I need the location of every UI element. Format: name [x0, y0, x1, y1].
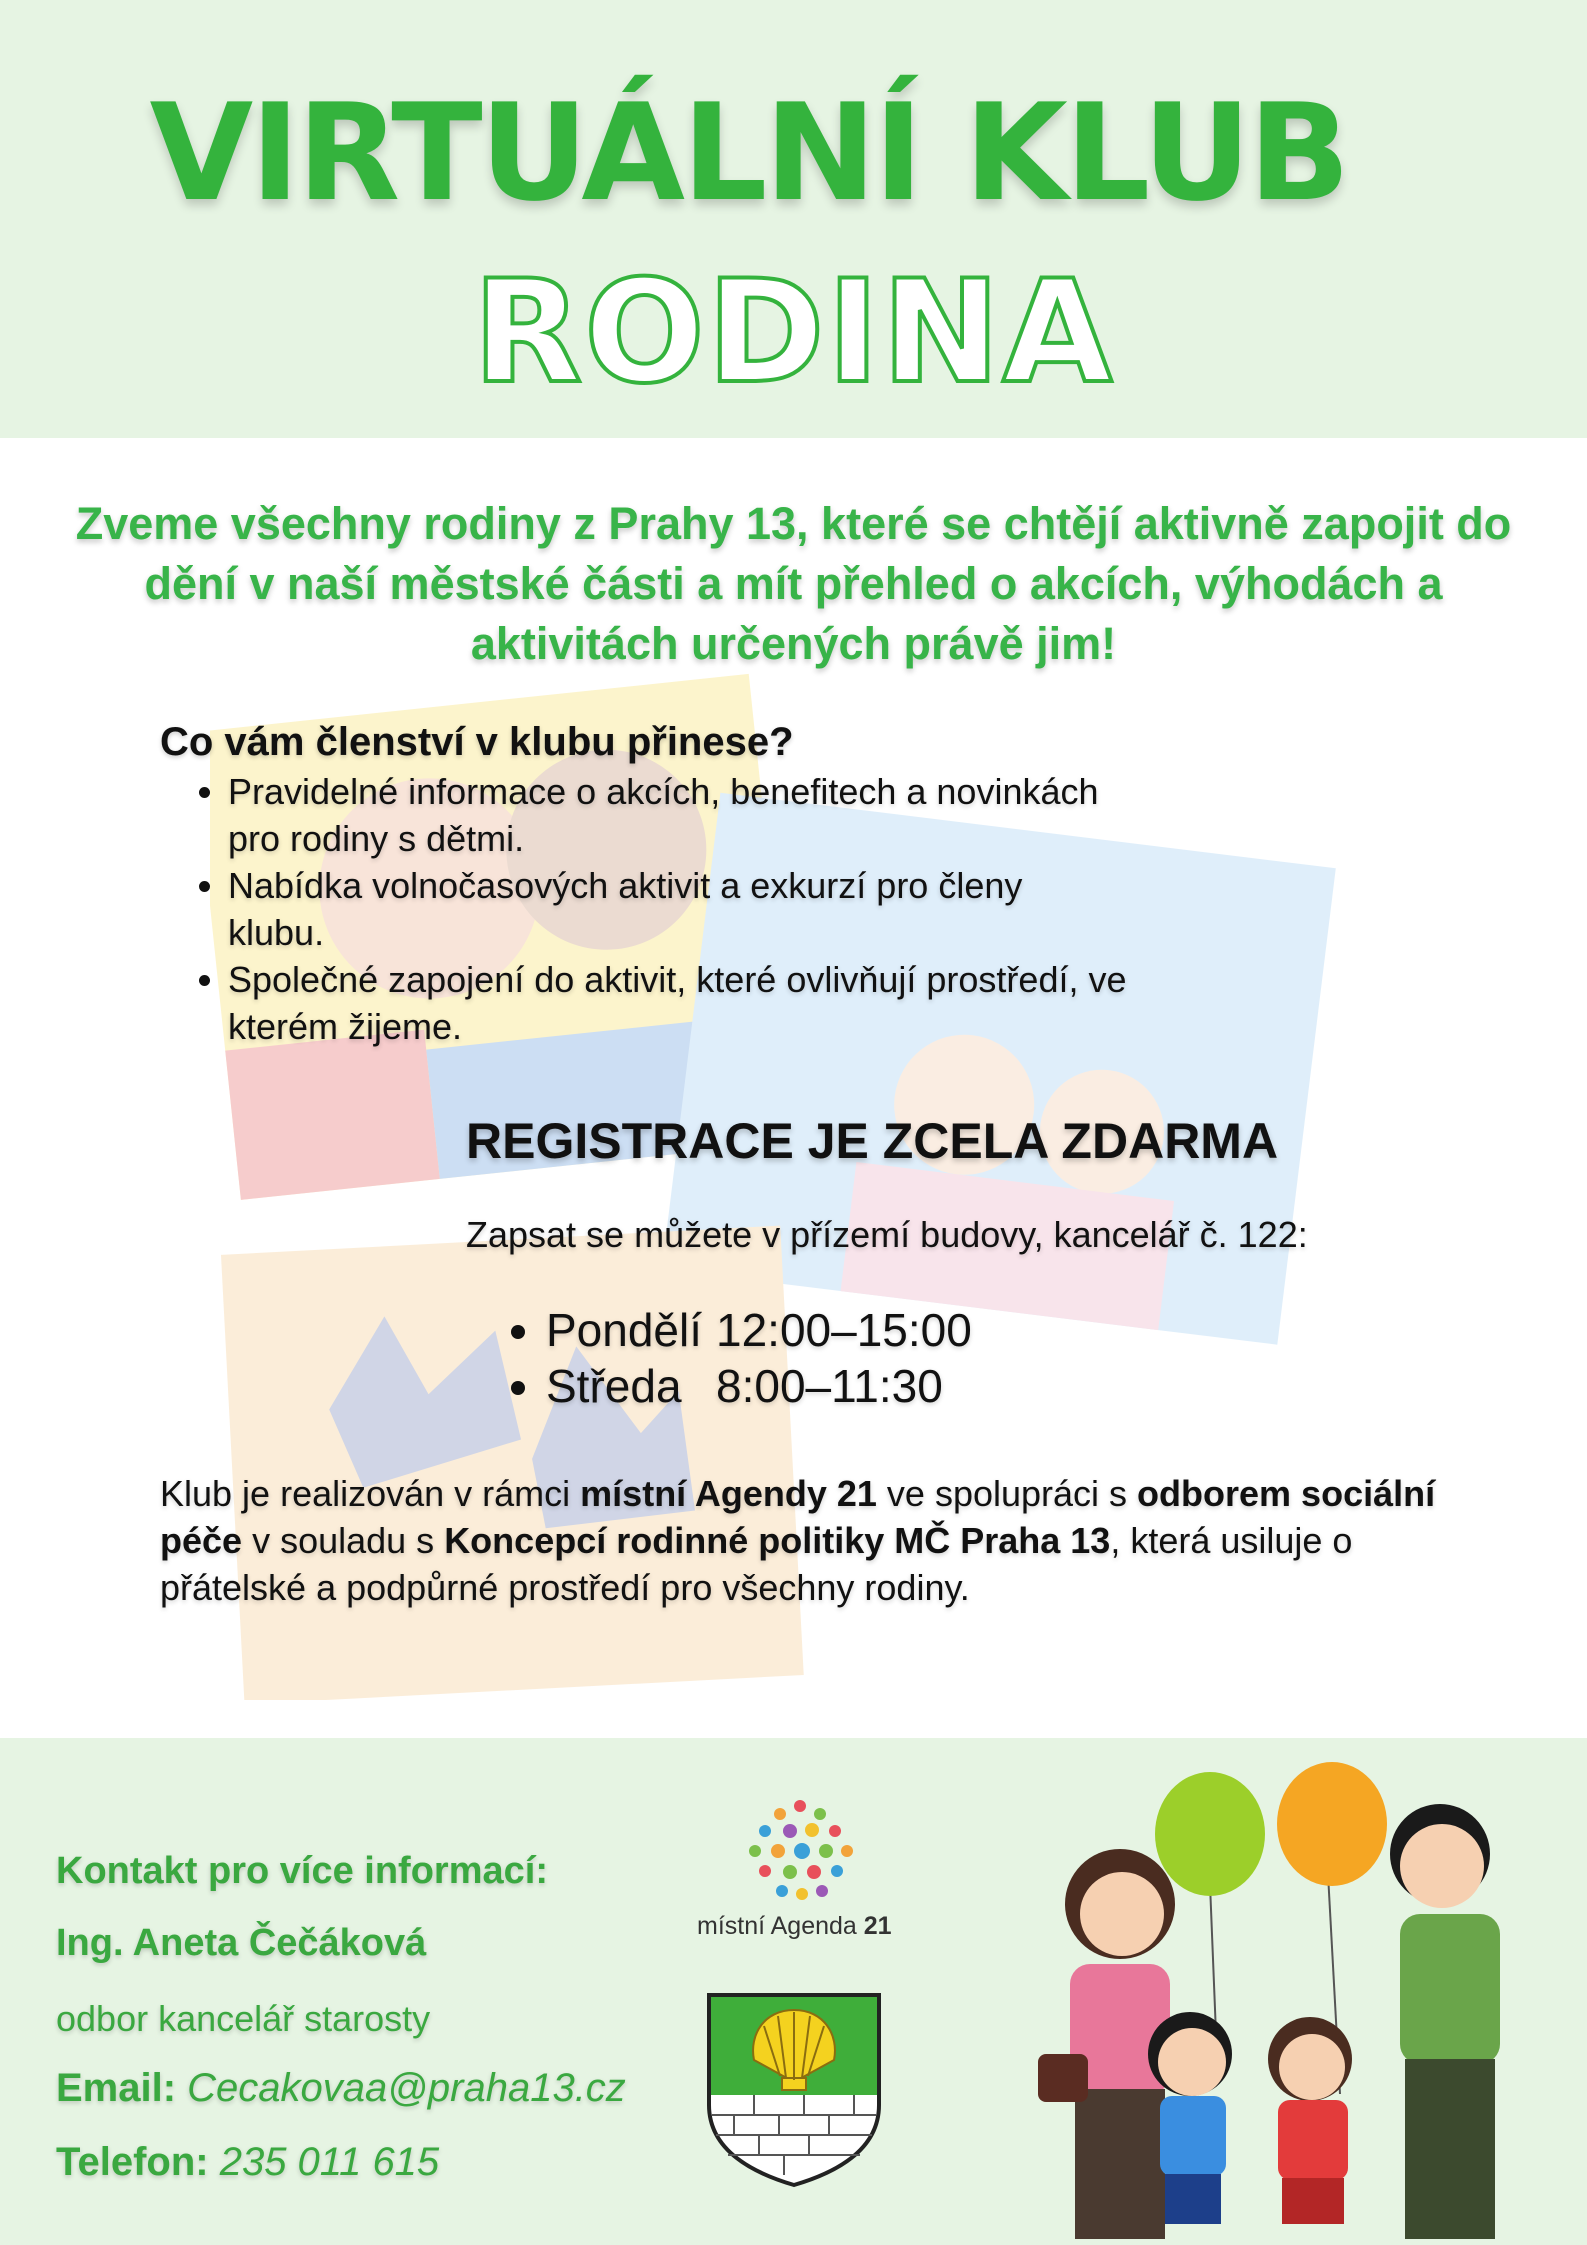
- description-bold: odborem sociální péče: [160, 1473, 1436, 1561]
- phone-label: Telefon:: [56, 2140, 209, 2184]
- registration-location: Zapsat se můžete v přízemí budovy, kancelář č. 122:: [466, 1214, 1308, 1255]
- contact-department: odbor kancelář starosty: [56, 1998, 431, 2039]
- office-hours-day: Pondělí: [546, 1304, 703, 1356]
- agenda21-text-regular: místní Agenda: [697, 1912, 864, 1940]
- registration-title: REGISTRACE JE ZCELA ZDARMA: [466, 1113, 1279, 1169]
- praha13-crest-icon: [704, 1990, 884, 2190]
- description-text: v souladu s: [242, 1520, 445, 1561]
- benefit-item: • Nabídka volnočasových aktivit a exkurzí pro členy klubu.: [228, 862, 1128, 956]
- office-hours-time: 8:00–11:30: [716, 1360, 943, 1412]
- contact-phone: [56, 2140, 439, 2185]
- benefit-item: • Pravidelné informace o akcích, benefitech a novinkách pro rodiny s dětmi.: [228, 768, 1128, 862]
- page-title-line1: VIRTUÁLNÍ KLUB: [149, 75, 1348, 231]
- contact-name: Ing. Aneta Čečáková: [56, 1922, 427, 1964]
- contact-email: [56, 2066, 626, 2111]
- family-with-balloons-illustration: [1010, 1754, 1570, 2244]
- agenda21-logo-text: [697, 1912, 892, 1941]
- description-bold: Koncepcí rodinné politiky MČ Praha 13: [444, 1520, 1111, 1561]
- description-bold: místní Agendy 21: [580, 1473, 877, 1514]
- benefits-list: [190, 768, 1128, 1050]
- agenda21-text-bold: 21: [863, 1912, 892, 1940]
- phone-number: 235 011 615: [219, 2140, 440, 2184]
- benefit-item: • Společné zapojení do aktivit, které ovlivňují prostředí, ve kterém žijeme.: [228, 956, 1128, 1050]
- description-text: , která usiluje o přátelské a podpůrné prostředí pro všechny rodiny.: [160, 1520, 1353, 1608]
- description-text: Klub je realizován v rámci: [160, 1473, 581, 1514]
- benefits-title: Co vám členství v klubu přinese?: [160, 720, 794, 764]
- program-description: [160, 1470, 1500, 1611]
- email-label: Email:: [56, 2066, 177, 2110]
- office-hours-item: [546, 1302, 972, 1358]
- contact-heading: Kontakt pro více informací:: [56, 1850, 548, 1892]
- office-hours-day: Středa: [546, 1360, 682, 1412]
- description-text: ve spolupráci s: [876, 1473, 1138, 1514]
- intro-text: Zveme všechny rodiny z Prahy 13, které se chtějí aktivně zapojit do dění v naší městské části a mít přehled o akcích, výhodách a aktivitách určených právě jim!: [75, 498, 1512, 669]
- agenda21-logo-icon: [740, 1796, 860, 1906]
- office-hours-list: [508, 1302, 972, 1414]
- email-link[interactable]: Cecakovaa@praha13.cz: [187, 2066, 626, 2110]
- office-hours-item: [546, 1358, 972, 1414]
- page-title-line2: RODINA: [472, 250, 1115, 415]
- office-hours-time: 12:00–15:00: [716, 1304, 972, 1356]
